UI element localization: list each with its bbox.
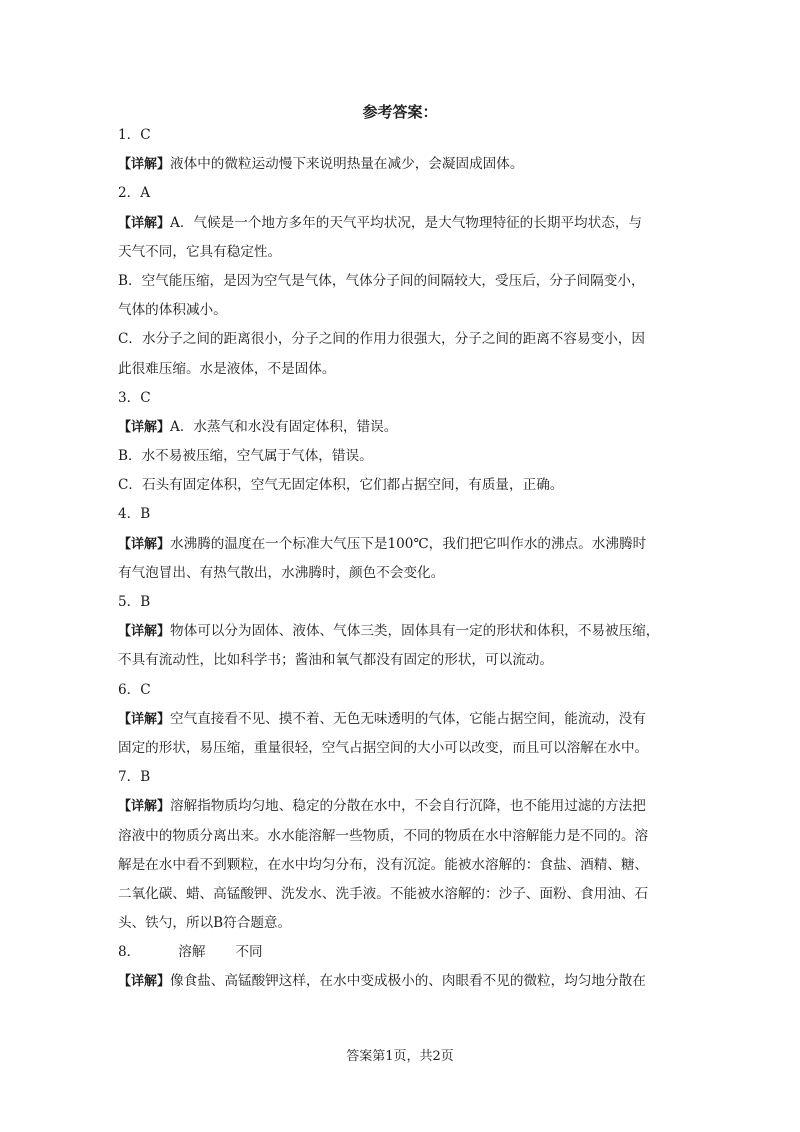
detail-text: A．水蒸气和水没有固定体积，错误。 xyxy=(170,418,398,435)
detail-line xyxy=(118,617,678,646)
detail-tag: 【详解】 xyxy=(118,974,171,990)
detail-tag: 【详解】 xyxy=(118,799,171,815)
question-number: 6．C xyxy=(118,681,151,698)
question-number xyxy=(118,938,678,967)
text-line: 气体的体积减小。 xyxy=(118,302,227,319)
detail-text: 水沸腾的温度在一个标准大气压下是100℃，我们把它叫作水的沸点。水沸腾时 xyxy=(170,535,647,552)
question-number: 7．B xyxy=(118,769,151,786)
text-line: 不具有流动性，比如科学书；酱油和氧气都没有固定的形状，可以流动。 xyxy=(118,652,553,669)
detail-line xyxy=(118,705,678,734)
text-line: 二氧化碳、蜡、高锰酸钾、洗发水、洗手液。不能被水溶解的：沙子、面粉、食用油、石 xyxy=(118,885,649,902)
detail-tag: 【详解】 xyxy=(118,419,171,435)
text-line: B．空气能压缩，是因为空气是气体，气体分子间的间隔较大，受压后，分子间隔变小， xyxy=(118,272,645,289)
answer-blank-2: 不同 xyxy=(235,944,263,961)
detail-text: 空气直接看不见、摸不着、无色无味透明的气体，它能占据空间，能流动，没有 xyxy=(170,710,646,727)
question-8-number: 8． xyxy=(118,944,141,961)
answer-content xyxy=(118,121,678,997)
detail-line xyxy=(118,530,678,559)
text-line: 溶液中的物质分离出来。水水能溶解一些物质，不同的物质在水中溶解能力是不同的。溶 xyxy=(118,827,649,844)
detail-line xyxy=(118,413,678,442)
text-line: 头、铁勺，所以B符合题意。 xyxy=(118,915,292,932)
detail-tag: 【详解】 xyxy=(118,711,171,727)
question-number: 3．C xyxy=(118,389,151,406)
text-line: C．石头有固定体积，空气无固定体积，它们都占据空间，有质量，正确。 xyxy=(118,477,564,494)
detail-line xyxy=(118,792,678,821)
detail-text: 溶解指物质均匀地、稳定的分散在水中，不会自行沉降，也不能用过滤的方法把 xyxy=(170,798,646,815)
detail-text: 物体可以分为固体、液体、气体三类，固体具有一定的形状和体积，不易被压缩， xyxy=(170,623,660,640)
text-line: 解是在水中看不到颗粒，在水中均匀分布，没有沉淀。能被水溶解的：食盐、酒精、糖、 xyxy=(118,856,649,873)
text-line: B．水不易被压缩，空气属于气体，错误。 xyxy=(118,448,373,465)
question-number: 4．B xyxy=(118,506,151,523)
detail-text: A．气候是一个地方多年的天气平均状况，是大气物理特征的长期平均状态，与 xyxy=(170,214,643,231)
text-line: 此很难压缩。水是液体，不是固体。 xyxy=(118,360,336,377)
question-number: 1．C xyxy=(118,127,151,143)
detail-text: 液体中的微粒运动慢下来说明热量在减少，会凝固成固体。 xyxy=(170,156,524,173)
text-line: 固定的形状，易压缩，重量很轻，空气占据空间的大小可以改变，而且可以溶解在水中。 xyxy=(118,739,649,756)
detail-line xyxy=(118,967,678,996)
detail-tag: 【详解】 xyxy=(118,536,171,552)
text-line: C．水分子之间的距离很小，分子之间的作用力很强大，分子之间的距离不容易变小，因 xyxy=(118,331,645,348)
detail-tag: 【详解】 xyxy=(118,624,171,640)
page-title: 参考答案： xyxy=(362,103,438,121)
question-number: 2．A xyxy=(118,185,151,202)
detail-line xyxy=(118,150,678,179)
page-footer: 答案第1页，共2页 xyxy=(346,1049,454,1064)
text-line: 天气不同，它具有稳定性。 xyxy=(118,243,282,260)
detail-line xyxy=(118,209,678,238)
detail-tag: 【详解】 xyxy=(118,215,171,231)
answer-blank-1: 溶解 xyxy=(178,944,206,961)
text-line: 有气泡冒出、有热气散出，水沸腾时，颜色不会变化。 xyxy=(118,564,445,581)
detail-tag: 【详解】 xyxy=(118,157,171,173)
question-number: 5．B xyxy=(118,594,151,610)
detail-text: 像食盐、高锰酸钾这样，在水中变成极小的、肉眼看不见的微粒，均匀地分散在 xyxy=(170,973,646,990)
